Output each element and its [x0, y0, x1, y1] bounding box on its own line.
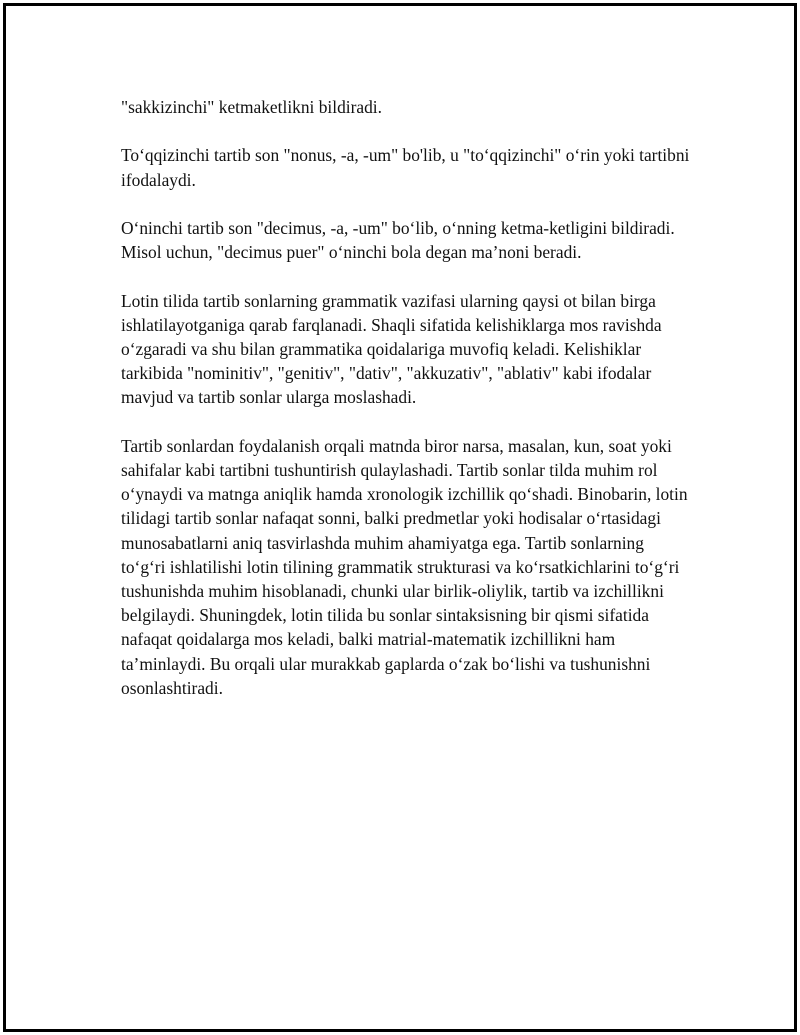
paragraph-2: To‘qqizinchi tartib son "nonus, -a, -um" bo'lib, u "to‘qqizinchi" o‘rin yoki tartibni ifodalaydi. [121, 145, 690, 190]
paragraph-5: Tartib sonlardan foydalanish orqali matnda biror narsa, masalan, kun, soat yoki sahifalar kabi tartibni tushuntirish qulaylashadi. Tartib sonlar tilda muhim rol o‘ynaydi va matnga aniqlik hamda xronologik izchillik qo‘shadi. Binobarin, lotin tilidagi tartib sonlar nafaqat sonni, balki predmetlar yoki hodisalar o‘rtasidagi munosabatlarni aniq tasvirlashda muhim ahamiyatga ega. Tartib sonlarning to‘g‘ri ishlatilishi lotin tilining grammatik strukturasi va ko‘rsatkichlarini to‘g‘ri tushunishda muhim hisoblanadi, chunki ular birlik-oliylik, tartib va izchillikni belgilaydi. Shuningdek, lotin tilida bu sonlar sintaksisning bir qismi sifatida nafaqat qoidalarga mos keladi, balki matrial-matematik izchillikni ham ta’minlaydi. Bu orqali ular murakkab gaplarda o‘zak bo‘lishi va tushunishni osonlashtiradi. [121, 435, 688, 698]
document-body [121, 95, 691, 724]
paragraph-3: O‘ninchi tartib son "decimus, -a, -um" bo‘lib, o‘nning ketma-ketligini bildiradi. Misol uchun, "decimus puer" o‘ninchi bola degan ma’noni beradi. [121, 217, 675, 263]
paragraph-1: "sakkizinchi" ketmaketlikni bildiradi. [121, 97, 382, 117]
paragraph-4: Lotin tilida tartib sonlarning grammatik vazifasi ularning qaysi ot bilan birga ishlatilayotganiga qarab farqlanadi. Shaqli sifatida kelishiklarga mos ravishda o‘zgaradi va shu bilan grammatika qoidalariga muvofiq keladi. Kelishiklar tarkibida "nominitiv", "genitiv", "dativ", "akkuzativ", "ablativ" kabi ifodalar mavjud va tartib sonlar ularga moslashadi. [121, 290, 662, 408]
document-page [3, 3, 797, 1032]
